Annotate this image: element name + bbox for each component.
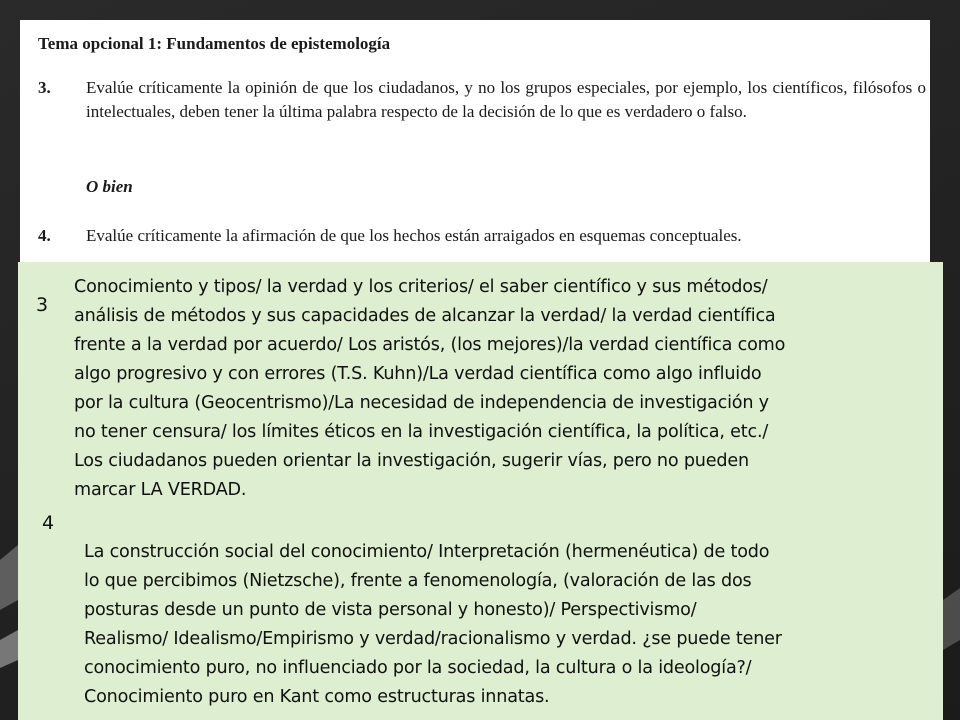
question-4-number: 4.	[38, 226, 51, 245]
note-4-number: 4	[42, 512, 55, 534]
note-3-line: marcar LA VERDAD.	[74, 480, 247, 500]
note-4-line: La construcción social del conocimiento/ Interpretación (hermenéutica) de todo	[84, 542, 770, 562]
note-3-line: Conocimiento y tipos/ la verdad y los criterios/ el saber científico y sus métodos/	[74, 277, 768, 297]
note-4-line: lo que percibimos (Nietzsche), frente a fenomenología, (valoración de las dos	[84, 571, 752, 591]
note-3-line: frente a la verdad por acuerdo/ Los aristós, (los mejores)/la verdad científica como	[74, 335, 786, 355]
question-3-text: Evalúe críticamente la opinión de que los ciudadanos, y no los grupos especiales, por ejemplo, los científicos, filósofos o intelectuales, deben tener la última palabra respecto de la decisión de lo que es verdadero o falso.	[86, 78, 926, 121]
note-4-line: conocimiento puro, no influenciado por la sociedad, la cultura o la ideología?/	[84, 658, 752, 678]
exam-question-excerpt	[20, 20, 930, 262]
note-4-line: Conocimiento puro en Kant como estructuras innatas.	[84, 687, 550, 707]
note-3-line: por la cultura (Geocentrismo)/La necesidad de independencia de investigación y	[74, 393, 769, 413]
notes-panel	[18, 262, 943, 720]
note-4-text	[84, 538, 884, 712]
question-4-text: Evalúe críticamente la afirmación de que los hechos están arraigados en esquemas conceptuales.	[86, 226, 742, 245]
note-3-line: no tener censura/ los límites éticos en la investigación científica, la política, etc./	[74, 422, 769, 442]
note-4-line: Realismo/ Idealismo/Empirismo y verdad/racionalismo y verdad. ¿se puede tener	[84, 629, 782, 649]
note-3-line: Los ciudadanos pueden orientar la investigación, sugerir vías, pero no pueden	[74, 451, 749, 471]
note-3-text	[74, 273, 892, 505]
note-4-line: posturas desde un punto de vista personal y honesto)/ Perspectivismo/	[84, 600, 697, 620]
note-3-number: 3	[36, 294, 49, 316]
or-label: O bien	[86, 177, 133, 196]
note-3-line: análisis de métodos y sus capacidades de alcanzar la verdad/ la verdad científica	[74, 306, 776, 326]
note-3-line: algo progresivo y con errores (T.S. Kuhn)/La verdad científica como algo influido	[74, 364, 762, 384]
exam-title: Tema opcional 1: Fundamentos de epistemología	[38, 34, 391, 53]
question-3-number: 3.	[38, 78, 51, 97]
